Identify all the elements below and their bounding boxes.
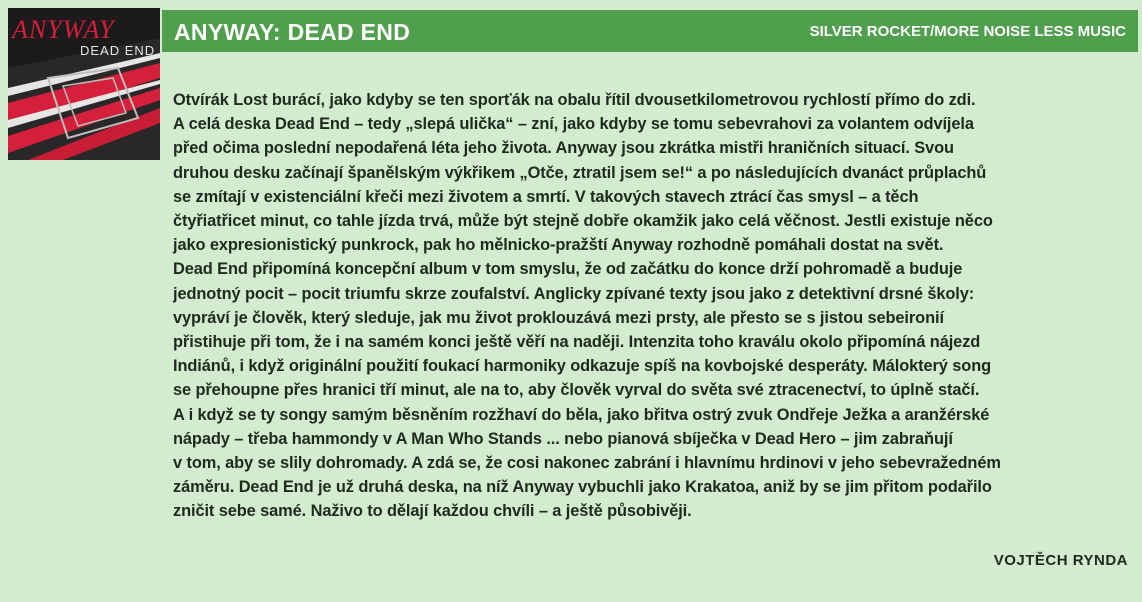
review-line: Indiánů, i když originální použití foukací harmoniky odkazuje spíš na kovbojské desperáty. Málokterý song [173, 357, 992, 376]
review-line: vypráví je člověk, který sleduje, jak mu život proklouzává mezi prsty, ale přesto se s jistou sebeironií [173, 308, 944, 327]
review-line: čtyřiatřicet minut, co tahle jízda trvá, může být stejně dobře okamžik jako celá věčnost. Jestli existuje něco [173, 212, 993, 231]
review-line: Dead End připomíná koncepční album v tom smyslu, že od začátku do konce drží pohromadě a buduje [173, 260, 963, 279]
review-line: záměru. Dead End je už druhá deska, na níž Anyway vybuchli jako Krakatoa, aniž by se jim přitom podařilo [173, 478, 992, 497]
review-author: VOJTĚCH RYNDA [993, 552, 1128, 569]
record-label: SILVER ROCKET/MORE NOISE LESS MUSIC [809, 23, 1126, 40]
review-line: jako expresionistický punkrock, pak ho mělnicko-pražští Anyway rozhodně pomáhali dostat na svět. [173, 236, 944, 255]
cover-album-text: DEAD END [80, 43, 156, 58]
review-line: v tom, aby se slily dohromady. A zdá se, že cosi nakonec zabrání i hlavnímu hrdinovi v jeho sebevražedném [173, 454, 1001, 473]
review-line: se zmítají v existenciální křeči mezi životem a smrtí. V takových stavech ztrácí čas smysl – a těch [173, 187, 919, 206]
review-body [173, 88, 1133, 524]
review-line: jednotný pocit – pocit triumfu skrze zoufalství. Anglicky zpívané texty jsou jako z detektivní drsné školy: [173, 284, 975, 303]
album-cover-image [8, 8, 160, 160]
review-line: se přehoupne přes hranici tří minut, ale na to, aby člověk vyrval do světa své ztracenectví, to úplně stačí. [173, 381, 980, 400]
review-header [162, 10, 1138, 52]
review-title: ANYWAY: DEAD END [174, 19, 411, 45]
review-line: přistihuje při tom, že i na samém konci ještě věří na naději. Intenzita toho kraválu okolo připomíná nájezd [173, 333, 981, 352]
review-line: Otvírák Lost burácí, jako kdyby se ten sporťák na obalu řítil dvousetkilometrovou rychlostí přímo do zdi. [173, 91, 976, 109]
review-line: A celá deska Dead End – tedy „slepá ulička“ – zní, jako kdyby se tomu sebevrahovi za volantem odvíjela [173, 115, 974, 134]
review-line: nápady – třeba hammondy v A Man Who Stands ... nebo pianová sbíječka v Dead Hero – jim zabraňují [173, 429, 953, 448]
review-line: před očima poslední nepodařená léta jeho života. Anyway jsou zkrátka mistři hraničních situací. Svou [173, 139, 954, 158]
cover-band-text: ANYWAY [12, 15, 115, 44]
review-line: zničit sebe samé. Naživo to dělají každou chvíli – a ještě působivěji. [173, 502, 692, 521]
review-line: A i když se ty songy samým běsněním rozžhaví do běla, jako břitva ostrý zvuk Ondřeje Ježka a aranžérské [173, 405, 990, 424]
review-line: druhou desku začínají španělským výkřikem „Otče, ztratil jsem se!“ a po následujících dvanáct průplachů [173, 163, 987, 182]
